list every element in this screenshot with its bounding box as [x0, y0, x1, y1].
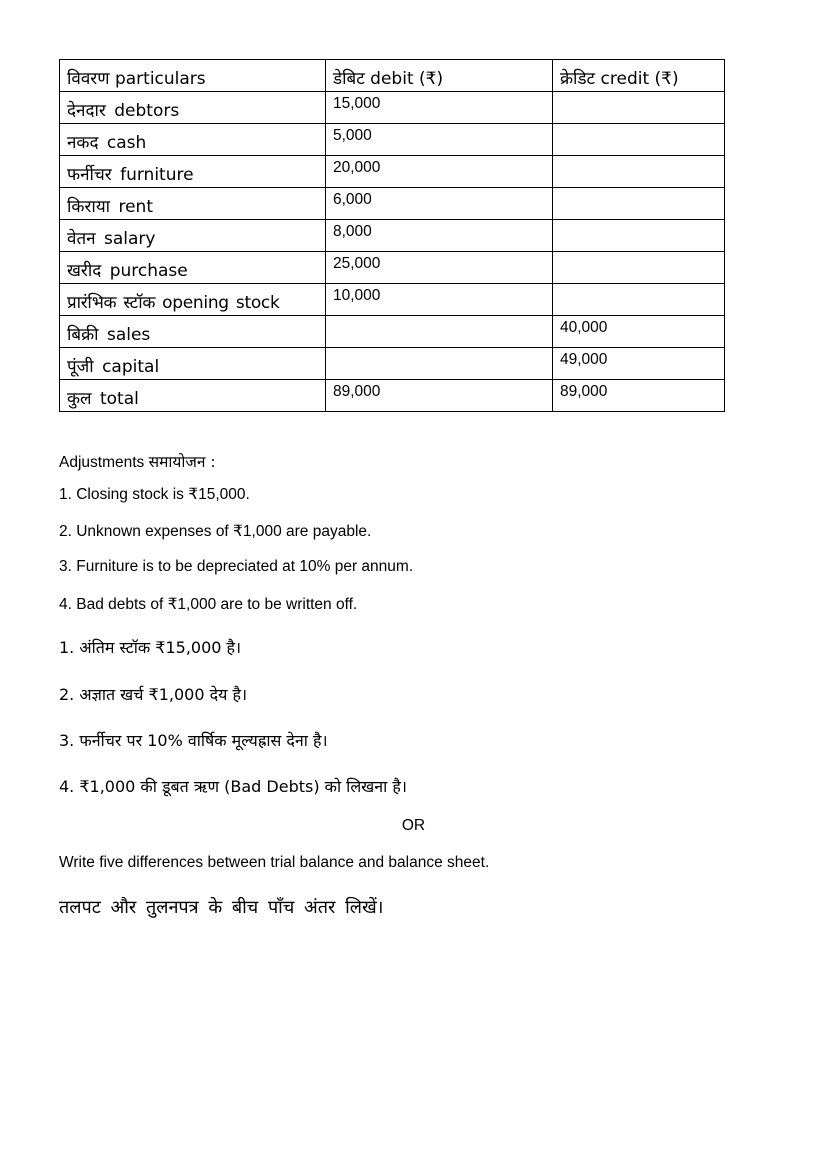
trial-balance-table	[59, 59, 725, 412]
credit-cell	[553, 220, 725, 252]
header-credit: क्रेडिट credit (₹)	[553, 60, 725, 92]
credit-cell	[553, 284, 725, 316]
debit-cell: 20,000	[326, 156, 553, 188]
particular-cell: फर्नीचर furniture	[60, 156, 326, 188]
debit-cell: 8,000	[326, 220, 553, 252]
table-row	[60, 188, 725, 220]
credit-cell	[553, 92, 725, 124]
table-row	[60, 92, 725, 124]
table-row	[60, 156, 725, 188]
or-separator: OR	[401, 817, 426, 834]
adjustment-en-2: 2. Unknown expenses of ₹1,000 are payable.	[59, 523, 372, 540]
adjustment-en-4: 4. Bad debts of ₹1,000 are to be written off.	[59, 596, 358, 613]
adjustment-en-1: 1. Closing stock is ₹15,000.	[59, 486, 250, 503]
debit-cell: 6,000	[326, 188, 553, 220]
debit-cell: 25,000	[326, 252, 553, 284]
question-en: Write five differences between trial balance and balance sheet.	[59, 854, 490, 871]
table-header-row	[60, 60, 725, 92]
debit-cell: 10,000	[326, 284, 553, 316]
debit-cell	[326, 316, 553, 348]
particular-cell: प्रारंभिक स्टॉक opening stock	[60, 284, 326, 316]
particular-cell: पूंजी capital	[60, 348, 326, 380]
debit-cell: 89,000	[326, 380, 553, 412]
table-row	[60, 316, 725, 348]
adjustments-heading	[59, 450, 216, 472]
header-particulars: विवरण particulars	[60, 60, 326, 92]
particular-cell: वेतन salary	[60, 220, 326, 252]
table-total-row	[60, 380, 725, 412]
table-row	[60, 284, 725, 316]
question-hi: तलपट और तुलनपत्र के बीच पाँच अंतर लिखें।	[59, 897, 384, 918]
particular-cell: नकद cash	[60, 124, 326, 156]
credit-cell	[553, 124, 725, 156]
credit-cell: 49,000	[553, 348, 725, 380]
credit-cell	[553, 252, 725, 284]
adjustment-hi-3: 3. फर्नीचर पर 10% वार्षिक मूल्यह्रास देना है।	[59, 731, 328, 750]
particular-cell: बिक्री sales	[60, 316, 326, 348]
adjustments-heading-hi: समायोजन :	[148, 453, 216, 471]
header-debit: डेबिट debit (₹)	[326, 60, 553, 92]
table-row	[60, 252, 725, 284]
adjustment-hi-1: 1. अंतिम स्टॉक ₹15,000 है।	[59, 638, 242, 657]
credit-cell	[553, 188, 725, 220]
adjustments-heading-en: Adjustments	[59, 454, 145, 471]
particular-cell: किराया rent	[60, 188, 326, 220]
credit-cell	[553, 156, 725, 188]
adjustment-hi-4: 4. ₹1,000 की डूबत ऋण (Bad Debts) को लिखना है।	[59, 777, 407, 796]
adjustment-hi-2: 2. अज्ञात खर्च ₹1,000 देय है।	[59, 685, 248, 704]
credit-cell: 89,000	[553, 380, 725, 412]
debit-cell	[326, 348, 553, 380]
debit-cell: 5,000	[326, 124, 553, 156]
adjustment-en-3: 3. Furniture is to be depreciated at 10% per annum.	[59, 558, 414, 575]
table-row	[60, 348, 725, 380]
particular-cell: देनदार debtors	[60, 92, 326, 124]
table-row	[60, 124, 725, 156]
particular-cell: कुल total	[60, 380, 326, 412]
credit-cell: 40,000	[553, 316, 725, 348]
table-row	[60, 220, 725, 252]
particular-cell: खरीद purchase	[60, 252, 326, 284]
debit-cell: 15,000	[326, 92, 553, 124]
